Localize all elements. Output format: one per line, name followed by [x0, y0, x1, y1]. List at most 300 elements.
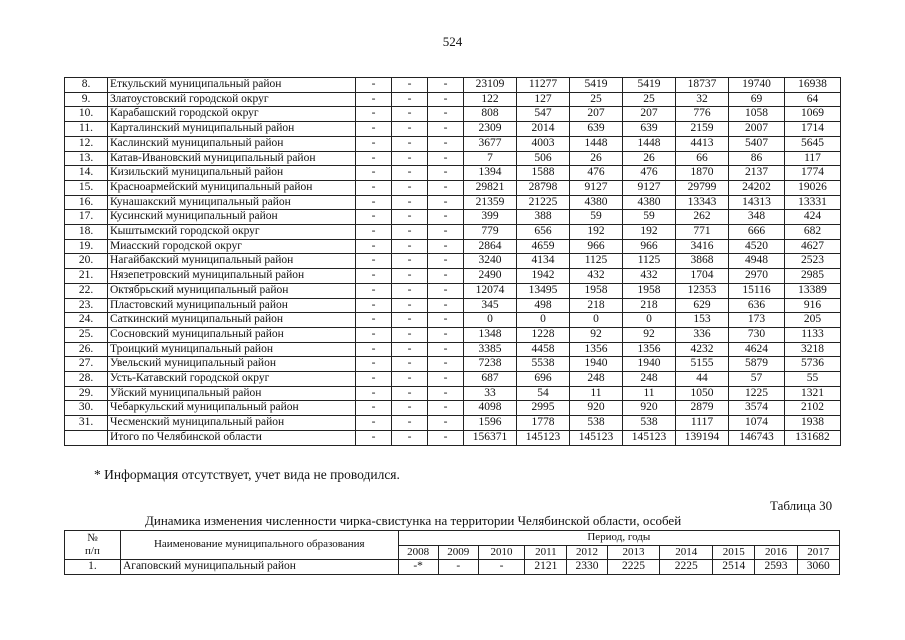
row-value-2008: - [356, 136, 392, 151]
row-value: 1448 [623, 136, 676, 151]
row-value: 3060 [797, 560, 839, 575]
row-value: 11 [570, 386, 623, 401]
row-value: 4627 [785, 239, 841, 254]
row-name: Итого по Челябинской области [108, 430, 356, 445]
row-value: 12074 [464, 283, 517, 298]
row-value: 57 [729, 372, 785, 387]
row-value: 682 [785, 225, 841, 240]
row-value: 4232 [676, 342, 729, 357]
row-value: 59 [570, 210, 623, 225]
row-value: - [438, 560, 478, 575]
row-value: 636 [729, 298, 785, 313]
row-value: 2330 [567, 560, 607, 575]
row-value: 2014 [517, 122, 570, 137]
row-value-2010: - [428, 298, 464, 313]
row-value: 19026 [785, 180, 841, 195]
table-row [65, 239, 841, 254]
row-value-2010: - [428, 357, 464, 372]
row-value: 1448 [570, 136, 623, 151]
row-value: 2159 [676, 122, 729, 137]
row-number: 11. [65, 122, 108, 137]
row-value-2008: - [356, 416, 392, 431]
row-value: 44 [676, 372, 729, 387]
row-value: 24202 [729, 180, 785, 195]
row-value-2008: - [356, 180, 392, 195]
row-value-2009: - [392, 210, 428, 225]
row-value: 192 [570, 225, 623, 240]
row-value-2010: - [428, 239, 464, 254]
row-value-2008: - [356, 78, 392, 93]
row-name: Увельский муниципальный район [108, 357, 356, 372]
row-value: 15116 [729, 283, 785, 298]
row-value: 2514 [713, 560, 755, 575]
row-number: 16. [65, 195, 108, 210]
row-number: 1. [65, 560, 121, 575]
row-value: 348 [729, 210, 785, 225]
row-value: 145123 [517, 430, 570, 445]
row-value: 1778 [517, 416, 570, 431]
table-row [65, 313, 841, 328]
row-value-2009: - [392, 166, 428, 181]
row-name: Агаповский муниципальный район [120, 560, 398, 575]
table-row [65, 254, 841, 269]
row-name: Еткульский муниципальный район [108, 78, 356, 93]
row-value: 547 [517, 107, 570, 122]
row-number: 24. [65, 313, 108, 328]
row-value: 4380 [570, 195, 623, 210]
row-value-2009: - [392, 78, 428, 93]
row-number: 9. [65, 92, 108, 107]
row-value: 1228 [517, 327, 570, 342]
row-value: 122 [464, 92, 517, 107]
header-number-line1: № [87, 531, 98, 544]
row-value: 432 [570, 269, 623, 284]
row-value: 54 [517, 386, 570, 401]
row-value-2010: - [428, 416, 464, 431]
row-value: 1940 [570, 357, 623, 372]
row-name: Красноармейский муниципальный район [108, 180, 356, 195]
row-value: 4659 [517, 239, 570, 254]
row-value: 1356 [570, 342, 623, 357]
row-value: 11277 [517, 78, 570, 93]
row-value: 1348 [464, 327, 517, 342]
row-name: Усть-Катавский городской округ [108, 372, 356, 387]
row-value: 779 [464, 225, 517, 240]
row-value: 3868 [676, 254, 729, 269]
footnote: * Информация отсутствует, учет вида не проводился. [94, 467, 400, 482]
row-value: 5407 [729, 136, 785, 151]
row-value: 5419 [570, 78, 623, 93]
row-value-2009: - [392, 136, 428, 151]
row-value: 1870 [676, 166, 729, 181]
row-value-2010: - [428, 372, 464, 387]
row-value-2010: - [428, 342, 464, 357]
row-value: 173 [729, 313, 785, 328]
row-number: 19. [65, 239, 108, 254]
row-value-2009: - [392, 313, 428, 328]
row-number: 10. [65, 107, 108, 122]
row-value: 92 [570, 327, 623, 342]
row-value-2010: - [428, 210, 464, 225]
table-row [65, 78, 841, 93]
row-value: 4948 [729, 254, 785, 269]
row-value: 19740 [729, 78, 785, 93]
table-title: Динамика изменения численности чирка-свистунка на территории Челябинской области, особей [145, 513, 682, 528]
row-value: 32 [676, 92, 729, 107]
row-value-2009: - [392, 327, 428, 342]
row-value-2008: - [356, 283, 392, 298]
row-value-2008: - [356, 151, 392, 166]
row-value-2009: - [392, 239, 428, 254]
row-value: 11 [623, 386, 676, 401]
row-value: 2593 [755, 560, 797, 575]
row-value: 4624 [729, 342, 785, 357]
row-value: 5736 [785, 357, 841, 372]
row-value: 12353 [676, 283, 729, 298]
row-number: 25. [65, 327, 108, 342]
row-value-2008: - [356, 166, 392, 181]
row-name: Саткинский муниципальный район [108, 313, 356, 328]
row-value-2009: - [392, 283, 428, 298]
row-value: 696 [517, 372, 570, 387]
row-value: 1958 [623, 283, 676, 298]
main-table-body [65, 78, 841, 446]
row-value: 687 [464, 372, 517, 387]
row-value: 205 [785, 313, 841, 328]
row-value: 21225 [517, 195, 570, 210]
row-value: 7238 [464, 357, 517, 372]
row-value: 3574 [729, 401, 785, 416]
row-value: 336 [676, 327, 729, 342]
row-value: 432 [623, 269, 676, 284]
row-name: Сосновский муниципальный район [108, 327, 356, 342]
row-value: 1938 [785, 416, 841, 431]
row-value: 25 [623, 92, 676, 107]
row-number: 26. [65, 342, 108, 357]
table-row [65, 342, 841, 357]
row-value: 3218 [785, 342, 841, 357]
row-value-2009: - [392, 122, 428, 137]
row-value-2008: - [356, 210, 392, 225]
table-row [65, 298, 841, 313]
header-number [65, 531, 121, 560]
row-name: Октябрьский муниципальный район [108, 283, 356, 298]
row-value: 1394 [464, 166, 517, 181]
header-year: 2016 [755, 545, 797, 560]
row-value-2010: - [428, 195, 464, 210]
row-value: 131682 [785, 430, 841, 445]
row-value: 629 [676, 298, 729, 313]
row-value: 18737 [676, 78, 729, 93]
row-value-2008: - [356, 254, 392, 269]
table-row [65, 92, 841, 107]
row-value: 5419 [623, 78, 676, 93]
row-value: 920 [570, 401, 623, 416]
row-value-2010: - [428, 254, 464, 269]
row-value-2010: - [428, 122, 464, 137]
row-value-2008: - [356, 269, 392, 284]
table-row [65, 151, 841, 166]
row-value-2010: - [428, 92, 464, 107]
row-value: 29821 [464, 180, 517, 195]
row-value: 506 [517, 151, 570, 166]
row-value: 538 [623, 416, 676, 431]
main-data-table [64, 77, 841, 446]
row-value: 248 [623, 372, 676, 387]
row-value: 1942 [517, 269, 570, 284]
row-value: 69 [729, 92, 785, 107]
row-value: 2879 [676, 401, 729, 416]
table-row [65, 560, 840, 575]
header-name: Наименование муниципального образования [120, 531, 398, 560]
row-value: 1125 [623, 254, 676, 269]
row-value: 29799 [676, 180, 729, 195]
row-value: 4134 [517, 254, 570, 269]
row-number: 13. [65, 151, 108, 166]
row-value: 3677 [464, 136, 517, 151]
row-value: 28798 [517, 180, 570, 195]
row-value-2008: - [356, 225, 392, 240]
row-value: 916 [785, 298, 841, 313]
table-row [65, 372, 841, 387]
row-value-2010: - [428, 136, 464, 151]
row-value: 3240 [464, 254, 517, 269]
table-row [65, 136, 841, 151]
header-year: 2012 [567, 545, 607, 560]
row-value-2010: - [428, 283, 464, 298]
table-label: Таблица 30 [770, 498, 833, 513]
row-value: 1050 [676, 386, 729, 401]
row-value: 26 [570, 151, 623, 166]
header-year: 2017 [797, 545, 839, 560]
table-row [65, 357, 841, 372]
row-name: Кунашакский муниципальный район [108, 195, 356, 210]
row-value-2009: - [392, 151, 428, 166]
row-value: 23109 [464, 78, 517, 93]
row-value: 92 [623, 327, 676, 342]
header-year: 2008 [398, 545, 438, 560]
row-value-2008: - [356, 195, 392, 210]
row-number: 29. [65, 386, 108, 401]
row-value: 145123 [623, 430, 676, 445]
row-value: 1714 [785, 122, 841, 137]
row-value: 476 [570, 166, 623, 181]
row-value: 25 [570, 92, 623, 107]
table-row [65, 180, 841, 195]
table-row [65, 401, 841, 416]
row-number: 12. [65, 136, 108, 151]
row-value: 4520 [729, 239, 785, 254]
table-row [65, 166, 841, 181]
row-value: 4380 [623, 195, 676, 210]
row-value: 146743 [729, 430, 785, 445]
row-value-2010: - [428, 327, 464, 342]
row-value: 639 [623, 122, 676, 137]
row-value: 2225 [660, 560, 713, 575]
row-value: 4098 [464, 401, 517, 416]
row-name: Карабашский городской округ [108, 107, 356, 122]
row-value: -* [398, 560, 438, 575]
row-value: 0 [464, 313, 517, 328]
row-value-2008: - [356, 107, 392, 122]
row-value: 0 [570, 313, 623, 328]
row-value-2010: - [428, 78, 464, 93]
row-name: Кусинский муниципальный район [108, 210, 356, 225]
row-value: 345 [464, 298, 517, 313]
row-value: 2490 [464, 269, 517, 284]
row-value: 666 [729, 225, 785, 240]
row-number: 17. [65, 210, 108, 225]
row-value-2008: - [356, 342, 392, 357]
row-value: 156371 [464, 430, 517, 445]
row-value: 16938 [785, 78, 841, 93]
row-value-2010: - [428, 166, 464, 181]
row-value: 59 [623, 210, 676, 225]
row-value-2009: - [392, 225, 428, 240]
row-value: 1069 [785, 107, 841, 122]
row-value: 207 [570, 107, 623, 122]
row-value-2009: - [392, 254, 428, 269]
table-row [65, 430, 841, 445]
row-value: 13343 [676, 195, 729, 210]
row-value: 33 [464, 386, 517, 401]
row-value: 2309 [464, 122, 517, 137]
row-name: Уйский муниципальный район [108, 386, 356, 401]
row-name: Каслинский муниципальный район [108, 136, 356, 151]
row-value: 2121 [525, 560, 567, 575]
row-value: 4413 [676, 136, 729, 151]
table-row [65, 107, 841, 122]
row-value: 55 [785, 372, 841, 387]
row-value: 262 [676, 210, 729, 225]
row-value-2009: - [392, 342, 428, 357]
row-value: 2007 [729, 122, 785, 137]
row-number: 23. [65, 298, 108, 313]
row-name: Катав-Ивановский муниципальный район [108, 151, 356, 166]
row-value: 2985 [785, 269, 841, 284]
row-value: 1588 [517, 166, 570, 181]
row-value-2009: - [392, 195, 428, 210]
row-value: 5645 [785, 136, 841, 151]
row-number: 22. [65, 283, 108, 298]
row-number: 21. [65, 269, 108, 284]
row-value: 808 [464, 107, 517, 122]
row-value: 127 [517, 92, 570, 107]
row-value: 5538 [517, 357, 570, 372]
row-value: 13331 [785, 195, 841, 210]
row-name: Нязепетровский муниципальный район [108, 269, 356, 284]
row-name: Троицкий муниципальный район [108, 342, 356, 357]
row-value: 218 [570, 298, 623, 313]
row-value: 2864 [464, 239, 517, 254]
row-value: 920 [623, 401, 676, 416]
row-value-2009: - [392, 416, 428, 431]
row-value: 218 [623, 298, 676, 313]
row-value: 1958 [570, 283, 623, 298]
row-value: 476 [623, 166, 676, 181]
row-value-2009: - [392, 298, 428, 313]
row-value: 14313 [729, 195, 785, 210]
row-value-2008: - [356, 386, 392, 401]
row-value: 639 [570, 122, 623, 137]
row-value: 3385 [464, 342, 517, 357]
row-value-2008: - [356, 122, 392, 137]
row-number: 15. [65, 180, 108, 195]
table-row [65, 386, 841, 401]
row-name: Пластовский муниципальный район [108, 298, 356, 313]
row-name: Златоустовский городской округ [108, 92, 356, 107]
row-value: 966 [623, 239, 676, 254]
row-value: 771 [676, 225, 729, 240]
row-value: 0 [517, 313, 570, 328]
header-year: 2010 [478, 545, 524, 560]
row-value-2008: - [356, 298, 392, 313]
row-value: 9127 [570, 180, 623, 195]
table-row [65, 269, 841, 284]
row-value-2008: - [356, 372, 392, 387]
row-value-2008: - [356, 313, 392, 328]
row-value-2008: - [356, 401, 392, 416]
row-name: Карталинский муниципальный район [108, 122, 356, 137]
row-value-2009: - [392, 180, 428, 195]
row-value: 1225 [729, 386, 785, 401]
row-value: 1058 [729, 107, 785, 122]
row-name: Нагайбакский муниципальный район [108, 254, 356, 269]
row-value: 2137 [729, 166, 785, 181]
row-value-2009: - [392, 357, 428, 372]
header-year: 2014 [660, 545, 713, 560]
row-value-2010: - [428, 313, 464, 328]
row-value: 1596 [464, 416, 517, 431]
row-value: 1940 [623, 357, 676, 372]
row-value: 2523 [785, 254, 841, 269]
row-value: 2995 [517, 401, 570, 416]
row-value: 2970 [729, 269, 785, 284]
table-row [65, 122, 841, 137]
row-number: 20. [65, 254, 108, 269]
row-number: 8. [65, 78, 108, 93]
table-row [65, 225, 841, 240]
row-value: 145123 [570, 430, 623, 445]
row-value: 117 [785, 151, 841, 166]
table-row [65, 416, 841, 431]
table-row [65, 195, 841, 210]
row-value: 64 [785, 92, 841, 107]
table-row [65, 210, 841, 225]
row-value-2008: - [356, 327, 392, 342]
row-value: 388 [517, 210, 570, 225]
row-value: 538 [570, 416, 623, 431]
row-name: Миасский городской округ [108, 239, 356, 254]
row-value-2009: - [392, 92, 428, 107]
row-value: 1321 [785, 386, 841, 401]
row-value: 207 [623, 107, 676, 122]
row-value: 2225 [607, 560, 660, 575]
row-value-2010: - [428, 225, 464, 240]
row-value: 21359 [464, 195, 517, 210]
row-value-2009: - [392, 401, 428, 416]
row-value: 1704 [676, 269, 729, 284]
row-name: Чебаркульский муниципальный район [108, 401, 356, 416]
row-value-2009: - [392, 269, 428, 284]
second-data-table [64, 530, 840, 575]
row-value: 5155 [676, 357, 729, 372]
row-value: 139194 [676, 430, 729, 445]
row-value: 13389 [785, 283, 841, 298]
row-number: 31. [65, 416, 108, 431]
row-value: 1356 [623, 342, 676, 357]
row-number: 28. [65, 372, 108, 387]
